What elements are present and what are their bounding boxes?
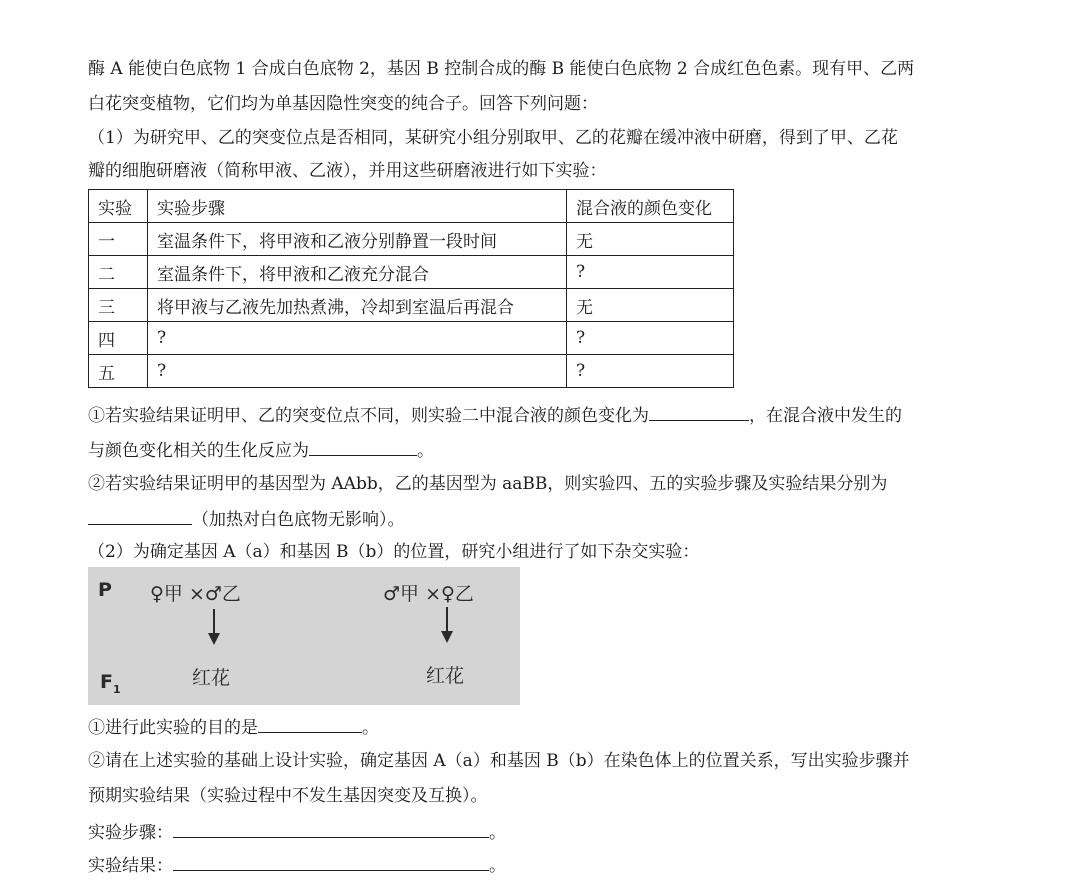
table-header-cell: 混合液的颜色变化	[567, 190, 734, 223]
question-1-heading: （1）为研究甲、乙的突变位点是否相同，某研究小组分别取甲、乙的花瓣在缓冲液中研磨，得到了甲、乙花	[88, 128, 898, 148]
question-1b-note: （加热对白色底物无影响）。	[192, 510, 405, 530]
table-cell: 室温条件下，将甲液和乙液分别静置一段时间	[148, 223, 567, 256]
table-cell: 室温条件下，将甲液和乙液充分混合	[148, 256, 567, 289]
question-2a	[88, 715, 379, 739]
answer-blank[interactable]	[649, 403, 749, 421]
arrowhead-icon	[208, 633, 220, 645]
table-cell: 五	[89, 355, 148, 388]
arrow-down-icon	[213, 609, 215, 635]
f1-generation-label	[100, 671, 121, 696]
question-2b-line-2: 预期实验结果（实验过程中不发生基因突变及互换）。	[88, 786, 488, 806]
table-cell: ?	[567, 355, 734, 388]
table-row	[89, 256, 734, 289]
table-cell: 三	[89, 289, 148, 322]
table-row	[89, 289, 734, 322]
f1-subscript: 1	[112, 682, 121, 696]
question-1a	[88, 403, 902, 427]
steps-label: 实验步骤：	[88, 823, 173, 843]
arrowhead-icon	[441, 631, 453, 643]
question-1a-text-cont: ，在混合液中发生的	[749, 406, 902, 426]
cross-diagram	[88, 567, 520, 705]
intro-line-1: 酶 A 能使白色底物 1 合成白色底物 2，基因 B 控制合成的酶 B 能使白色底物 2 合成红色色素。现有甲、乙两	[88, 59, 915, 79]
table-cell: ?	[567, 322, 734, 355]
table-cell: ?	[148, 322, 567, 355]
question-1a-text: ①若实验结果证明甲、乙的突变位点不同，则实验二中混合液的颜色变化为	[88, 406, 649, 426]
question-1a-text-2: 与颜色变化相关的生化反应为	[88, 441, 309, 461]
intro-line-2: 白花突变植物，它们均为单基因隐性突变的纯合子。回答下列问题：	[88, 94, 598, 114]
table-cell: 将甲液与乙液先加热煮沸，冷却到室温后再混合	[148, 289, 567, 322]
table-cell: 无	[567, 289, 734, 322]
table-cell: 一	[89, 223, 148, 256]
question-1a-line-2	[88, 438, 434, 462]
cross-1-label: ♀甲 ×♂乙	[150, 583, 241, 605]
table-row	[89, 355, 734, 388]
answer-blank[interactable]	[258, 715, 362, 733]
period-mark: 。	[489, 823, 506, 843]
table-cell: ?	[567, 256, 734, 289]
experiment-table	[88, 189, 734, 388]
answer-blank[interactable]	[309, 438, 417, 456]
experiment-results-line	[88, 853, 506, 877]
question-2a-text: ①进行此实验的目的是	[88, 718, 258, 738]
table-row	[89, 322, 734, 355]
arrow-down-icon	[446, 607, 448, 633]
table-header-row	[89, 190, 734, 223]
question-1b-line-2	[88, 507, 405, 531]
question-2b: ②请在上述实验的基础上设计实验，确定基因 A（a）和基因 B（b）在染色体上的位置关系，写出实验步骤并	[88, 751, 910, 771]
table-row	[89, 223, 734, 256]
f1-letter: F	[100, 671, 113, 693]
answer-blank[interactable]	[173, 820, 489, 838]
table-cell: ?	[148, 355, 567, 388]
period-mark: 。	[362, 718, 379, 738]
question-2-heading: （2）为确定基因 A（a）和基因 B（b）的位置，研究小组进行了如下杂交实验：	[88, 542, 700, 562]
intro-line-4: 瓣的细胞研磨液（简称甲液、乙液），并用这些研磨液进行如下实验：	[88, 161, 607, 181]
question-1b: ②若实验结果证明甲的基因型为 AAbb，乙的基因型为 aaBB，则实验四、五的实验步骤及实验结果分别为	[88, 474, 888, 494]
table-cell: 四	[89, 322, 148, 355]
answer-blank[interactable]	[173, 853, 489, 871]
table-cell: 无	[567, 223, 734, 256]
period-mark: 。	[489, 856, 506, 876]
results-label: 实验结果：	[88, 856, 173, 876]
cross-1-result: 红花	[192, 667, 231, 689]
period-mark: 。	[417, 441, 434, 461]
parent-generation-label: P	[98, 579, 112, 601]
answer-blank[interactable]	[88, 507, 192, 525]
cross-2-label: ♂甲 ×♀乙	[383, 583, 474, 605]
cross-2-result: 红花	[426, 665, 465, 687]
table-header-cell: 实验	[89, 190, 148, 223]
table-header-cell: 实验步骤	[148, 190, 567, 223]
experiment-steps-line	[88, 820, 506, 844]
table-cell: 二	[89, 256, 148, 289]
